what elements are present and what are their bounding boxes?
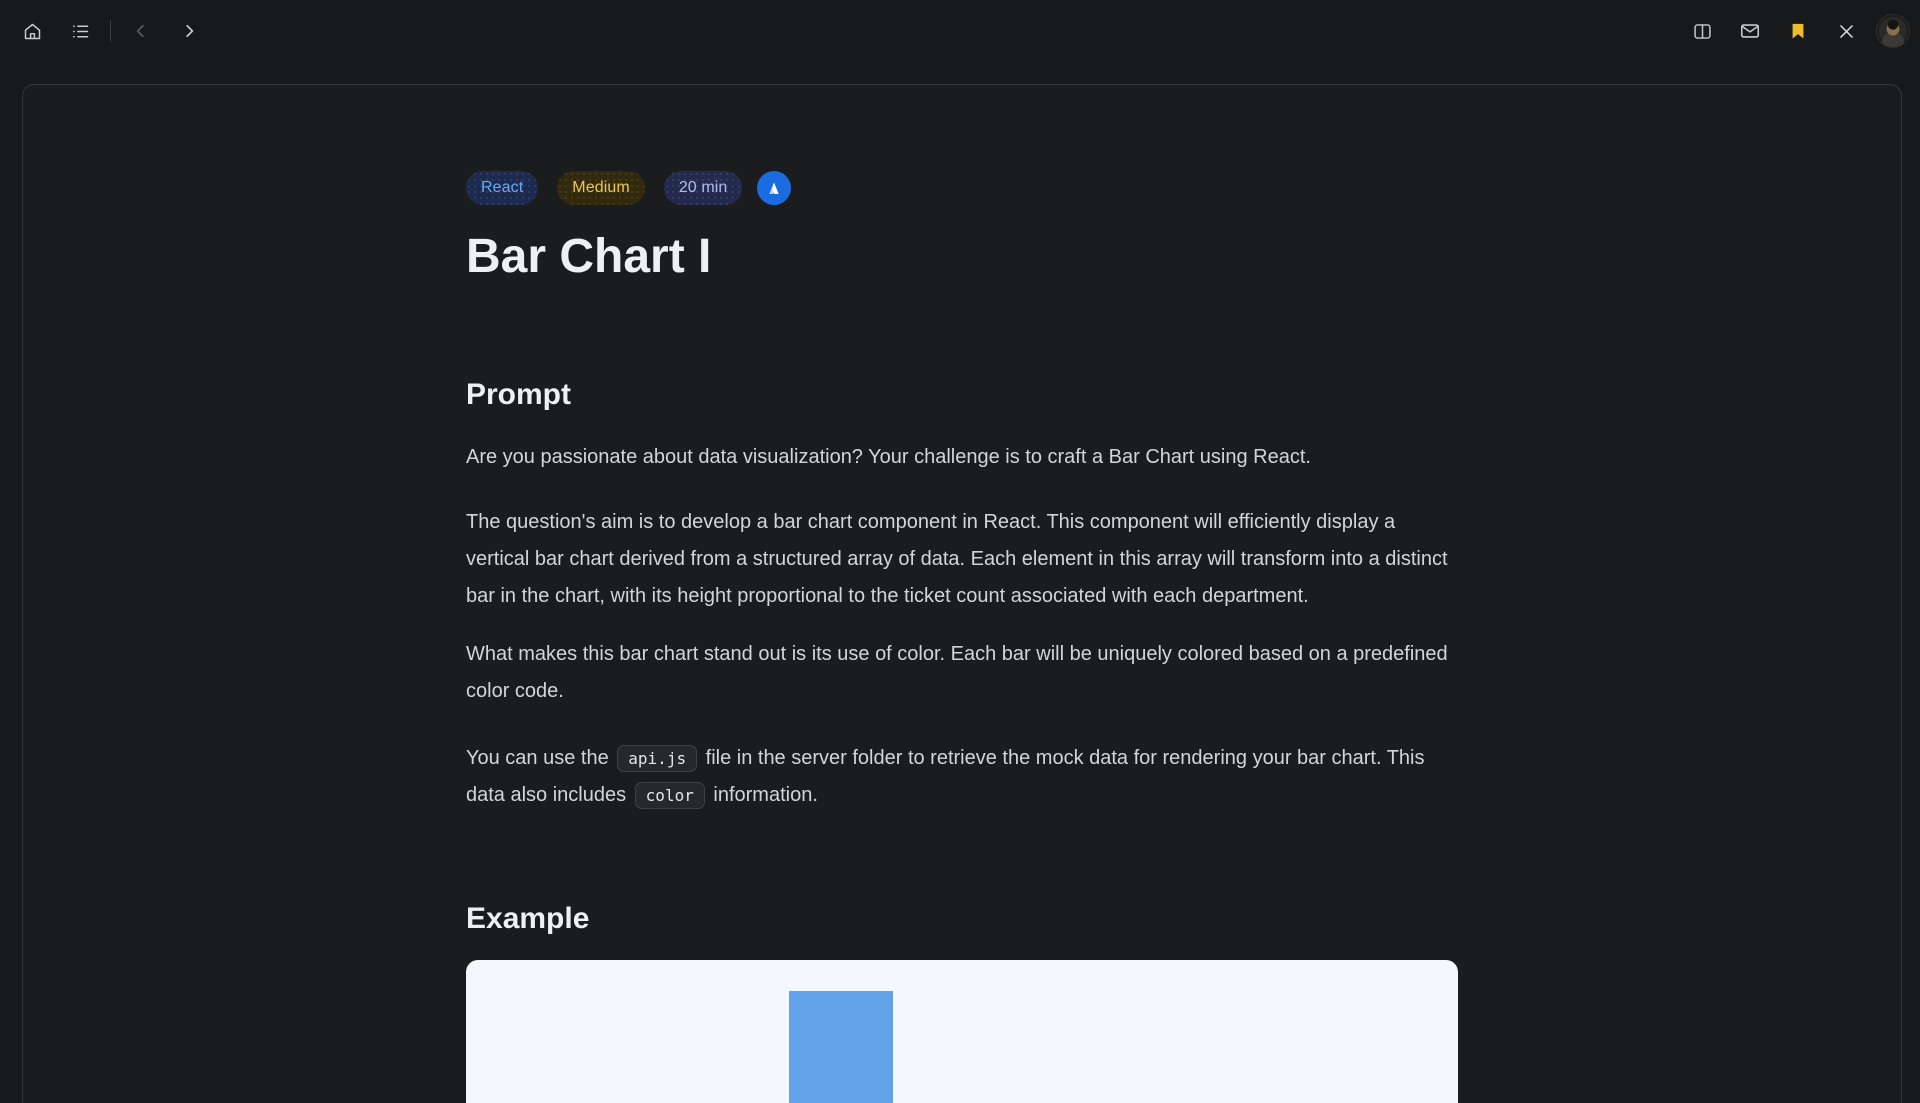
prompt-paragraph-2: The question's aim is to develop a bar chart component in React. This component will efficiently display a vertical bar chart derived from a structured array of data. Each element in this array will transform into a distinct bar in the chart, with its height proportional to the ticket count associated with each department.	[466, 511, 1448, 607]
main-content-panel	[22, 84, 1902, 1103]
color-code-chip: color	[635, 782, 705, 809]
mail-icon	[1739, 20, 1761, 42]
prompt-paragraph-4	[466, 740, 1458, 814]
bookmark-icon	[1788, 21, 1808, 41]
topbar-divider	[110, 20, 111, 42]
question-content	[466, 85, 1458, 1103]
difficulty-badge: Medium	[557, 171, 645, 205]
topbar	[0, 0, 1920, 62]
prompt-paragraph-3: What makes this bar chart stand out is its use of color. Each bar will be uniquely colored based on a predefined color code.	[466, 643, 1448, 702]
example-chart-preview	[466, 960, 1458, 1103]
list-button[interactable]	[62, 13, 98, 49]
framework-badge: React	[466, 171, 538, 205]
prompt-paragraph-1: Are you passionate about data visualization? Your challenge is to craft a Bar Chart using React.	[466, 446, 1311, 468]
chevron-left-icon	[132, 22, 150, 40]
p4-text-1: You can use the	[466, 747, 615, 769]
topbar-left	[14, 13, 207, 49]
split-view-icon	[1692, 21, 1713, 42]
forward-button[interactable]	[171, 13, 207, 49]
user-avatar[interactable]	[1876, 14, 1910, 48]
badge-row	[466, 171, 1458, 205]
page-title: Bar Chart I	[466, 230, 712, 283]
p4-text-3: information.	[707, 784, 818, 806]
duration-badge: 20 min	[664, 171, 743, 205]
close-icon	[1837, 22, 1856, 41]
list-icon	[70, 21, 91, 42]
example-bar	[789, 991, 893, 1103]
close-button[interactable]	[1828, 13, 1864, 49]
home-icon	[22, 21, 43, 42]
chevron-right-icon	[180, 22, 198, 40]
bookmark-button[interactable]	[1780, 13, 1816, 49]
api-js-code-chip: api.js	[617, 745, 697, 772]
atlassian-logo-icon	[757, 171, 791, 205]
example-heading: Example	[466, 902, 590, 935]
home-button[interactable]	[14, 13, 50, 49]
split-view-button[interactable]	[1684, 13, 1720, 49]
topbar-right	[1684, 13, 1910, 49]
back-button[interactable]	[123, 13, 159, 49]
p4-text-2: file in the server folder to retrieve the mock data for rendering your bar chart. This data also includes	[466, 747, 1425, 806]
mail-button[interactable]	[1732, 13, 1768, 49]
prompt-heading: Prompt	[466, 378, 571, 411]
